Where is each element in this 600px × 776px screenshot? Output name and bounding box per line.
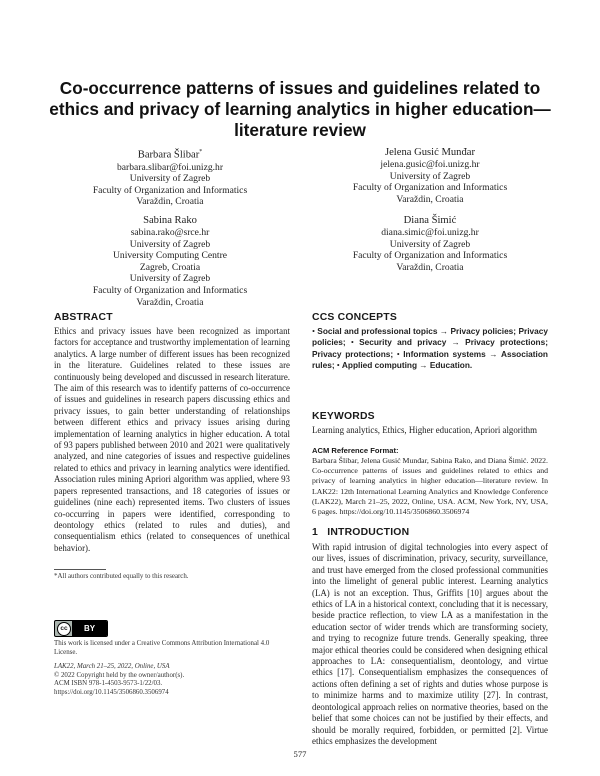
ccs-heading: CCS CONCEPTS [312, 312, 397, 323]
reference-format-heading: ACM Reference Format: [312, 446, 399, 455]
ccs-item: • Applied computing → Education. [336, 360, 473, 371]
footnote: *All authors contributed equally to this research. [54, 573, 189, 580]
author-affiliation: Faculty of Organization and Informatics [92, 284, 248, 296]
author-block-1 [60, 146, 280, 208]
author-affiliation: University of Zagreb [129, 238, 211, 250]
author-block-4 [320, 214, 540, 273]
ccs-item: • Security and privacy → Privacy protections; Privacy protections; [312, 337, 548, 359]
author-email: jelena.gusic@foi.unizg.hr [380, 159, 480, 170]
author-affiliation: Varaždin, Croatia [136, 296, 204, 308]
keywords-heading: KEYWORDS [312, 411, 375, 422]
author-email: barbara.slibar@foi.unizg.hr [116, 161, 224, 173]
reference-format-text: Barbara Šlibar, Jelena Gusić Munđar, Sabina Rako, and Diana Šimić. 2022. Co-occurrence patterns of issues and guidelines related to ethics and privacy of learning analytics in higher education—literature review. In LAK22: 12th International Learning Analytics and Knowledge Conference (LAK22), March 21–25, 2022, Online, USA. ACM, New York, NY, USA, 6 pages. https://doi.org/10.1145/3506860.3506974 [312, 456, 548, 517]
license-text: This work is licensed under a Creative Commons Attribution International 4.0 License. [54, 640, 270, 656]
isbn-line: ACM ISBN 978-1-4503-9573-1/22/03. [54, 680, 163, 688]
cc-icon: cc [57, 622, 71, 636]
author-email: diana.simic@foi.unizg.hr [381, 227, 479, 238]
author-name: Jelena Gusić Munđar [384, 147, 476, 158]
author-affiliation: Varaždin, Croatia [396, 193, 464, 205]
author-affiliation: University of Zagreb [389, 170, 471, 182]
keywords-text: Learning analytics, Ethics, Higher education, Apriori algorithm [312, 425, 538, 435]
doi-line: https://doi.org/10.1145/3506860.3506974 [54, 689, 169, 697]
author-email: sabina.rako@srce.hr [130, 227, 210, 238]
introduction-heading: 1 INTRODUCTION [312, 527, 410, 538]
author-affiliation: University of Zagreb [389, 238, 471, 250]
abstract-text: Ethics and privacy issues have been recognized as important factors for acceptance and trustworthy implementation of learning analytics. A large number of different issues has been recognized in the literature. Guidelines related to these issues are continuously being developed and discussed in research literature. The aim of this research was to identify patterns of co-occurrence of issues and guidelines in research papers discussing ethics and privacy issues, to gain better understanding of relationships between different ethics and privacy issues arising during implementation of learning analytics in higher education. A total of 93 papers published between 2010 and 2021 were qualitatively analyzed, and nine categories of issues and respective guidelines related to ethics and privacy in learning analytics were identified. Association rules mining Apriori algorithm was applied, where 93 papers represented transactions, and 18 categories of issues or guidelines (nine each) represented items. Two clusters of issues co-occurring in papers were identified, corresponding to deontology ethics (related to rules and duties), and consequentialism ethics (related to consequences of unethical behavior). [54, 326, 290, 553]
author-affiliation: Faculty of Organization and Informatics [92, 184, 248, 196]
author-affiliation: University of Zagreb [129, 273, 211, 285]
ccs-item: • Information systems → Association rules; [312, 348, 548, 371]
author-affiliation: University of Zagreb [129, 173, 211, 185]
cc-by-license-icon [54, 620, 108, 637]
author-affiliation: Varaždin, Croatia [136, 196, 204, 208]
author-block-2 [320, 146, 540, 205]
author-name: Barbara Šlibar* [137, 149, 203, 161]
conference-line: LAK22, March 21–25, 2022, Online, USA [54, 663, 170, 670]
author-affiliation: University Computing Centre [112, 250, 228, 262]
author-affiliation: Varaždin, Croatia [396, 261, 464, 273]
ccs-concepts [312, 326, 548, 372]
by-icon: BY [72, 621, 107, 636]
author-block-3 [60, 214, 280, 308]
footnote-rule [54, 569, 106, 570]
author-name: Sabina Rako [143, 215, 197, 226]
ccs-item: • Social and professional topics → Privacy policies; Privacy policies; [312, 326, 548, 348]
author-affiliation: Faculty of Organization and Informatics [352, 250, 508, 262]
copyright-line: © 2022 Copyright held by the owner/author(s). [54, 671, 185, 679]
author-name: Diana Šimić [403, 215, 457, 226]
page-number: 577 [293, 749, 307, 759]
paper-title: Co-occurrence patterns of issues and guidelines related to ethics and privacy of learning analytics in higher education—literature review [49, 78, 551, 140]
publication-info [54, 663, 290, 698]
author-affiliation: Zagreb, Croatia [139, 261, 201, 273]
introduction-text: With rapid intrusion of digital technologies into every aspect of our lives, issues of discrimination, privacy, security, surveillance, and trust have emerged from the closed professional communities into the limelight of general public interest. Learning analytics (LA) is not an exception. Thus, Griffits [10] argues about the ethics of LA in a historical context, concluding that it is necessary, beside practice reflection, to view LA as a manifestation in the education sector of wider trends which are transforming society, and trying to recognize future trends. Generally speaking, three major ethical theories could be considered when designing ethical approaches to LA: consequentialism, deontology, and virtue ethics [17]. Consequentialism emphasizes the consequences of actions often defining a set of rights and duties whose purpose is to minimize harms and to maximize utility [27]. In contrast, deontological approach relies on normative theories, based on the belief that some choices can not be justified by their effects, and should be morally required, forbidden, or permitted [2]. Virtue ethics emphasizes the development [312, 542, 548, 746]
abstract-heading: ABSTRACT [54, 312, 113, 323]
author-affiliation: Faculty of Organization and Informatics [352, 182, 508, 194]
